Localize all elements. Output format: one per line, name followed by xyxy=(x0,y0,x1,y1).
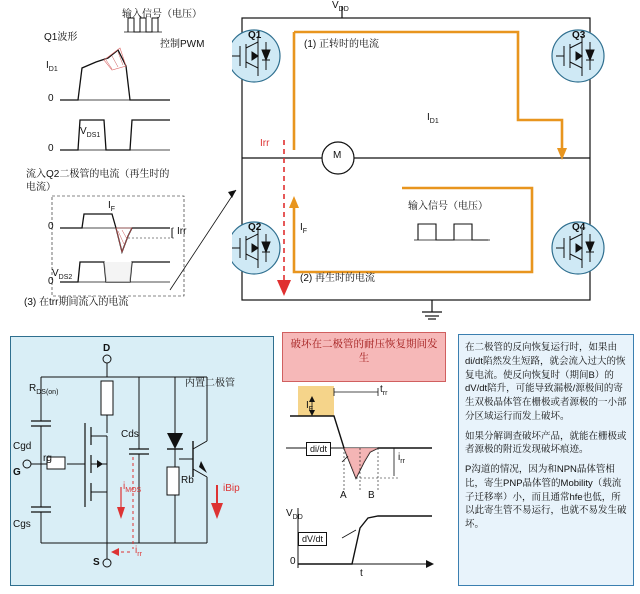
source-label: S xyxy=(93,557,100,568)
pwm-label: 控制PWM xyxy=(160,39,205,50)
trace-zero-4: 0 xyxy=(48,276,54,287)
gate-label: G xyxy=(13,467,21,478)
cds-label: Cds xyxy=(121,429,139,440)
irr-label-bridge: Irr xyxy=(260,138,270,149)
label-q4: Q4 xyxy=(572,222,586,233)
region-b-label: B xyxy=(368,490,375,501)
current-if-label: $I_F$ xyxy=(300,222,308,235)
trace-label-vds2: $V_{DS2}$ xyxy=(52,268,73,281)
didt-box: di/dt xyxy=(306,442,331,456)
waveform-title: Q1波形 xyxy=(44,32,78,43)
irr-label-wave: Irr xyxy=(177,226,187,237)
cgd-label: Cgd xyxy=(13,441,32,452)
imos-label: $i_{MOS}$ xyxy=(123,481,142,494)
waveform-caption: (3) 在trr期间流入的电流 xyxy=(24,297,129,308)
zero-label-center: 0 xyxy=(290,556,296,567)
mid-note: 流入Q2二极管的电流（再生时的电流） xyxy=(26,169,170,193)
drain-label: D xyxy=(103,343,111,354)
ibip-label: iBip xyxy=(223,483,240,494)
trr-label-text: $t_{rr}$ xyxy=(380,384,388,397)
note-forward: (1) 正转时的电流 xyxy=(304,39,379,50)
note-regen: (2) 再生时的电流 xyxy=(300,273,375,284)
body-diode-label: 内置二极管 xyxy=(185,378,235,389)
trace-zero-1: 0 xyxy=(48,93,54,104)
bridge-svg xyxy=(232,0,640,320)
rg-label: rg xyxy=(43,453,52,464)
if-label-center: $I_F$ xyxy=(306,400,314,413)
irr-label-mosfet: $i_{rr}$ xyxy=(135,545,142,558)
rb-label: Rb xyxy=(181,475,194,486)
input-label-bridge: 输入信号（电压） xyxy=(408,201,488,212)
input-signal-label: 输入信号（电压） xyxy=(122,9,202,20)
label-q2: Q2 xyxy=(248,222,262,233)
note-paragraph-2: 如果分解调查破坏产品，就能在栅极或者源极的附近发现破坏痕迹。 xyxy=(465,430,627,456)
warning-box: 破坏在二极管的耐压恢复期间发生 xyxy=(282,332,446,382)
note-paragraph-1: 在二极管的反向恢复运行时，如果由di/dt陷然发生短路，就会流入过大的恢复电流。使反向恢复时（期间B）的dV/dt陪升，可能导致漏极/源极间的寄生双极晶体管在栅极或者源极的一小部分区域运行而发上破坏。 xyxy=(465,342,627,422)
trace-label-vds1: $V_{DS1}$ xyxy=(80,126,101,139)
vdd-label: $V_{DD}$ xyxy=(332,0,349,13)
irr-label-center: $i_{rr}$ xyxy=(398,452,405,465)
bridge-panel xyxy=(232,0,640,320)
label-q3: Q3 xyxy=(572,30,586,41)
time-axis-label: t xyxy=(360,568,363,579)
trace-label-if: $I_F$ xyxy=(108,200,116,213)
label-q1: Q1 xyxy=(248,30,262,41)
rds-on-label: $R_{DS(on)}$ xyxy=(29,383,59,396)
cgs-label: Cgs xyxy=(13,519,31,530)
note-paragraph-3: P沟道的情况，因为和NPN晶体管相比，寄生PNP晶体管的Mobility（载流子迁移率）小，而且通常hfe也低，所以此寄生管不易运行，也就不易发生破坏。 xyxy=(465,464,627,531)
vdd-label-center: $V_{DD}$ xyxy=(286,508,303,521)
mosfet-panel xyxy=(10,336,274,586)
current-id1-label: $I_{D1}$ xyxy=(427,112,439,125)
motor-label: M xyxy=(333,150,342,161)
note-panel xyxy=(458,334,634,586)
trace-zero-3: 0 xyxy=(48,221,54,232)
trace-zero-2: 0 xyxy=(48,143,54,154)
region-a-label: A xyxy=(340,490,347,501)
trace-label-id1: $I_{D1}$ xyxy=(46,60,58,73)
dvdt-box: dV/dt xyxy=(298,532,327,546)
